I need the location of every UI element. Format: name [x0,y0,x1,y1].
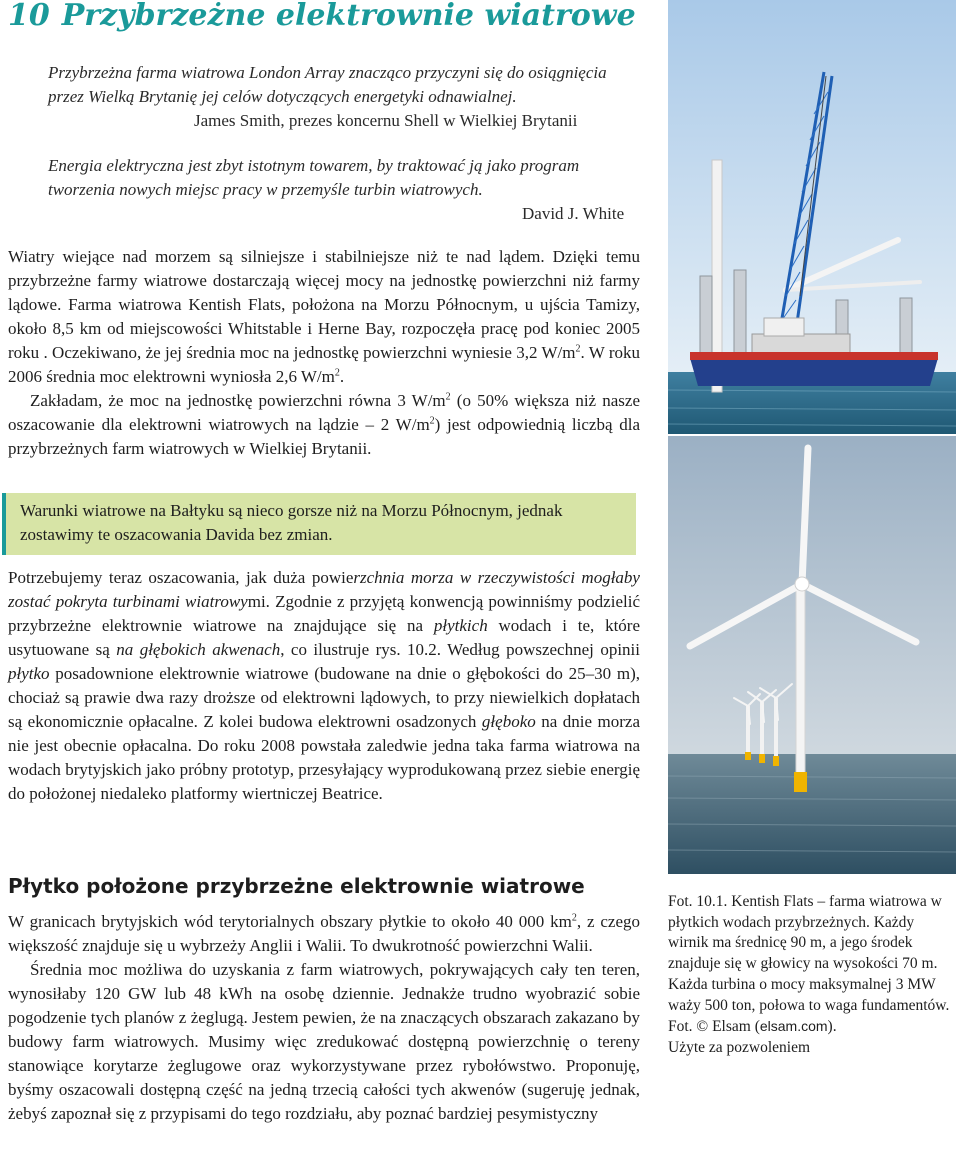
intro-text [8,245,640,461]
section-text [8,910,640,1126]
caption-credit-site: elsam.com [759,1018,828,1035]
epigraph-author-2: David J. White [522,204,625,223]
chapter-title-text: Przybrzeżne elektrownie wiatrowe [61,0,636,33]
paragraph-average-power: Średnia moc możliwa do uzyskania z farm wiatrowych, pokrywających cały ten teren, wynosiłaby 120 GW lub 48 kWh na osobę dziennie. Jednakże trudno wyobrazić sobie pogodzenie tych planów z żeglugą. Jestem pewien, że na znaczących obszarach zakazano by budowy farm wiatrowych. Musimy więc zredukować dostępną powierzchnię o tereny stanowiące korytarze żeglugowe oraz wykorzystywane przez rybołówstwo. Proponuję, byśmy oszacowali dostępną część na jedną trzecią całości tych akwenów (sugeruję jednak, żebyś zapoznał się z przypisami do tego rozdziału, aby poznać bardziej pesymistyczny [8,960,640,1123]
paragraph-assumption: Zakładam, że moc na jednostkę powierzchni równa 3 $W/m^2$ (o 50% większa niż nasze oszacowanie dla elektrowni wiatrowych na lądzie – 2 $W/m^2$) jest odpowiednią liczbą dla przybrzeżnych farm wiatrowych w Wielkiej Brytanii. [8,391,641,458]
paragraph-shallow-area: W granicach brytyjskich wód terytorialnych obszary płytkie to około 40 000 $km^2$, z czego większość znajduje się u wybrzeży Anglii i Walii. To dwukrotność powierzchni Walii. [8,912,640,955]
wind-farm-image [668,436,956,874]
epigraph-quote-1: Przybrzeżna farma wiatrowa London Array znacząco przyczyni się do osiągnięcia przez Wielką Brytanię jej celów dotyczących energetyki odnawialnej. [48,63,607,106]
section-heading: Płytko położone przybrzeżne elektrownie wiatrowe [8,874,585,898]
paragraph-kentish-flats: Wiatry wiejące nad morzem są silniejsze i stabilniejsze niż te nad lądem. Dzięki temu przybrzeżne farmy wiatrowe dostarczają więcej mocy na jednostkę powierzchni niż farmy lądowe. Farma wiatrowa Kentish Flats, położona na Morzu Północnym, u ujścia Tamizy, około 8,5 km od miejscowości Whitstable i Herne Bay, rozpoczęła pracę pod koniec 2005 roku . Oczekiwano, że jej średnia moc na jednostkę powierzchni wyniesie 3,2 $W/m^2$. W roku 2006 średnia moc elektrowni wyniosła 2,6 $W/m^2$. [8,247,641,386]
caption-permission: Użyte za pozwoleniem [668,1038,811,1056]
note-box: Warunki wiatrowe na Bałtyku są nieco gorsze niż na Morzu Północnym, jednak zostawimy te oszacowania Davida bez zmian. [2,493,636,555]
chapter-number: 10 [8,0,50,33]
shallow-deep-text [8,566,640,806]
chapter-title [8,0,636,33]
installation-vessel-image [668,0,956,434]
photo-installation-vessel [668,0,956,434]
epigraph-author-1: James Smith, prezes koncernu Shell w Wielkiej Brytanii [194,111,578,130]
epigraph-quote-2: Energia elektryczna jest zbyt istotnym towarem, by traktować ją jako program tworzenia nowych miejsc pracy w przemyśle turbin wiatrowych. [48,156,580,199]
paragraph-shallow-deep: Potrzebujemy teraz oszacowania, jak duża powierzchnia morza w rzeczywistości mogłaby zostać pokryta turbinami wiatrowymi. Zgodnie z przyjętą konwencją powinniśmy podzielić przybrzeżne elektrownie wiatrowe na znajdujące się na płytkich wodach i te, które usytuowane są na głębokich akwenach, co ilustruje rys. 10.2. Według powszechnej opinii płytko posadownione elektrownie wiatrowe (budowane na dnie o głębokości do 25–30 m), chociaż są prawie dwa razy droższe od elektrowni lądowych, to przy niewielkich dopłatach są ekonomicznie opłacalne. Z kolei budowa elektrowni osadzonych głęboko na dnie morza nie jest obecnie opłacalna. Do roku 2008 powstała zaledwie jedna taka farma wiatrowa na wodach brytyjskich jako próbny prototyp, przesyłający wyprodukowaną przez siebie energię do położonej niedaleko platformy wiertniczej Beatrice. [8,568,640,803]
photo-caption [668,892,954,1059]
caption-credit: Fot. © Elsam (elsam.com). [668,1018,837,1036]
caption-text: Fot. 10.1. Kentish Flats – farma wiatrowa w płytkich wodach przybrzeżnych. Każdy wirnik ma średnicę 90 m, a jego środek znajduje się w głowicy na wysokości 70 m. Każda turbina o mocy maksymalnej 3 MW waży 500 ton, połowa to waga fundamentów. [668,893,950,1014]
photo-wind-farm [668,436,956,874]
